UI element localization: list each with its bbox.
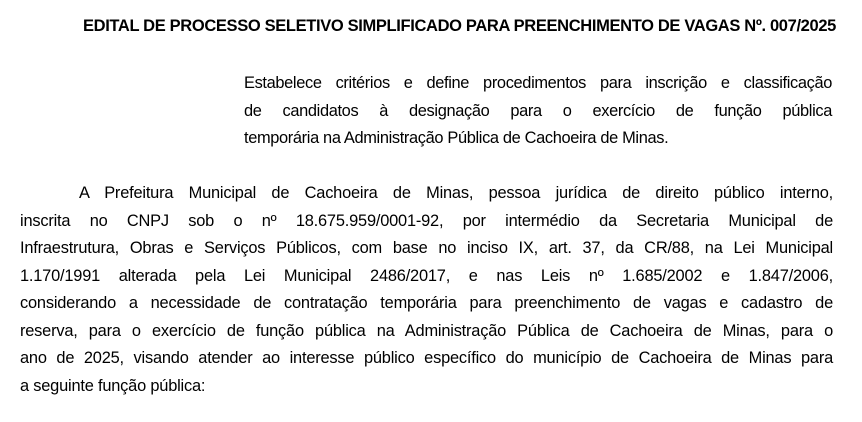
body-line: 1.170/1991 alterada pela Lei Municipal 2486/2017, e nas Leis nº 1.685/2002 e 1.847/2006, bbox=[20, 266, 833, 285]
ementa-block bbox=[244, 70, 832, 153]
body-line: reserva, para o exercício de função pública na Administração Pública de Cachoeira de Minas, para o bbox=[20, 321, 833, 340]
body-line: Infraestrutura, Obras e Serviços Públicos, com base no inciso IX, art. 37, da CR/88, na Lei Municipal bbox=[20, 239, 833, 257]
body-line: ano de 2025, visando atender ao interesse público específico do município de Cachoeira de Minas para bbox=[20, 349, 833, 367]
ementa-line: Estabelece critérios e define procedimentos para inscrição e classificação bbox=[244, 74, 832, 92]
body-line: a seguinte função pública: bbox=[20, 376, 206, 395]
ementa-line: de candidatos à designação para o exercício de função pública bbox=[244, 101, 832, 120]
document-title: EDITAL DE PROCESSO SELETIVO SIMPLIFICADO PARA PREENCHIMENTO DE VAGAS Nº. 007/2025 bbox=[82, 17, 836, 35]
body-line: A Prefeitura Municipal de Cachoeira de Minas, pessoa jurídica de direito público interno, bbox=[79, 184, 833, 202]
body-line: inscrita no CNPJ sob o nº 18.675.959/0001-92, por intermédio da Secretaria Municipal de bbox=[20, 211, 833, 230]
ementa-line: temporária na Administração Pública de Cachoeira de Minas. bbox=[244, 129, 669, 147]
body-line: considerando a necessidade de contratação temporária para preenchimento de vagas e cadastro de bbox=[20, 294, 833, 312]
body-paragraph bbox=[20, 180, 833, 400]
